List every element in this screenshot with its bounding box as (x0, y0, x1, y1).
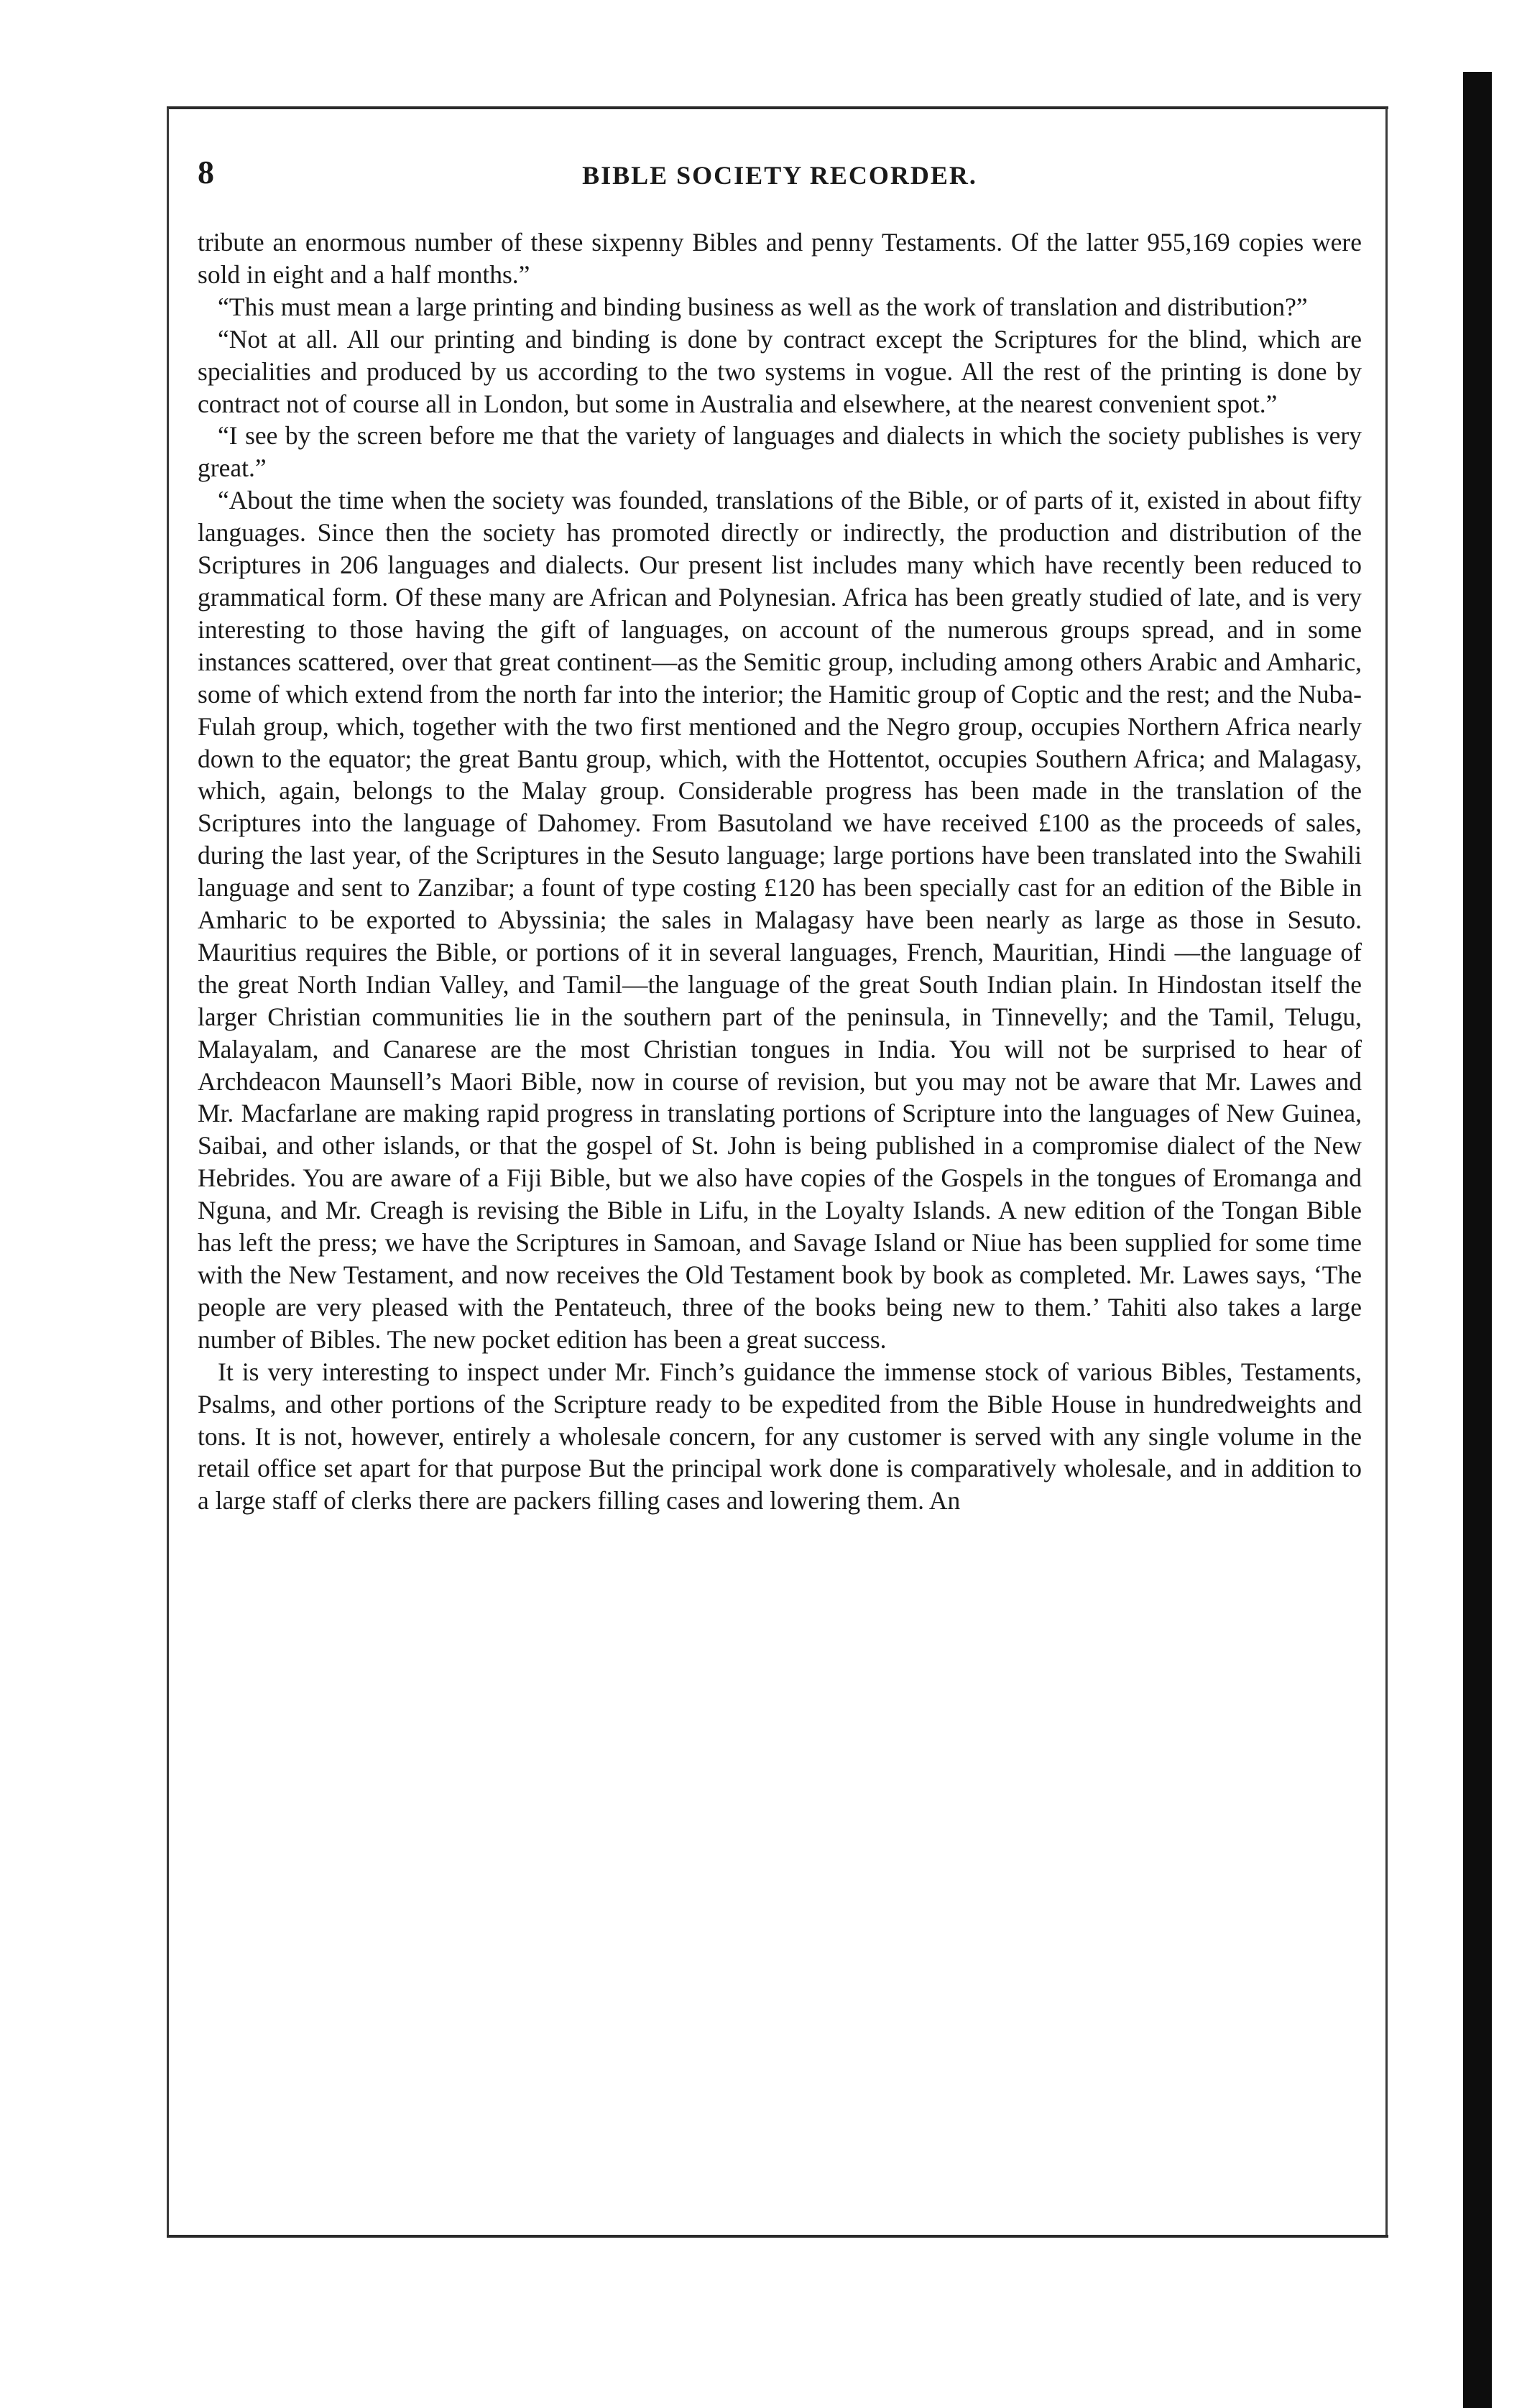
paragraph: tribute an enormous number of these sixpenny Bibles and penny Testaments. Of the latter 955,169 copies were sold in eight and a half months.” (198, 228, 1362, 289)
paragraph: It is very interesting to inspect under Mr. Finch’s guidance the immense stock of various Bibles, Testaments, Psalms, and other portions of the Scripture ready to be expedited from the Bible House in hundredweights and tons. It is not, however, entirely a wholesale concern, for any customer is served with any single volume in the retail office set apart for that purpose But the principal work done is comparatively wholesale, and in addition to a large staff of clerks there are packers filling cases and lowering them. An (198, 1357, 1362, 1516)
bottom-rule (167, 2235, 1388, 2238)
page-edge-shadow (1463, 72, 1492, 2408)
left-border (167, 108, 169, 2236)
paragraph: “I see by the screen before me that the variety of languages and dialects in which the society publishes is very great.” (198, 421, 1362, 483)
right-border (1385, 108, 1388, 2236)
paragraph: “This must mean a large printing and binding business as well as the work of translation and distribution?” (218, 292, 1308, 321)
top-rule (167, 106, 1388, 109)
paragraph: “Not at all. All our printing and binding is done by contract except the Scriptures for the blind, which are specialities and produced by us according to the two systems in vogue. All the rest of the printing is done by contract not of course all in London, but some in Australia and elsewhere, at the nearest convenient spot.” (198, 324, 1362, 418)
running-title: BIBLE SOCIETY RECORDER. (582, 161, 977, 190)
body-text (198, 226, 1362, 1517)
paragraph: “About the time when the society was founded, translations of the Bible, or of parts of it, existed in about fifty languages. Since then the society has promoted directly or indirectly, the production and distribution of the Scriptures in 206 languages and dialects. Our present list includes many which have recently been reduced to grammatical form. Of these many are African and Polynesian. Africa has been greatly studied of late, and is very interesting to those having the gift of languages, on account of the numerous groups spread, and in some instances scattered, over that great continent—as the Semitic group, including among others Arabic and Amharic, some of which extend from the north far into the interior; the Hamitic group of Coptic and the rest; and the Nuba-Fulah group, which, together with the two first mentioned and the Negro group, occupies Northern Africa nearly down to the equator; the great Bantu group, which, with the Hottentot, occupies Southern Africa; and Malagasy, which, again, belongs to the Malay group. Considerable progress has been made in the translation of the Scriptures into the language of Dahomey. From Basutoland we have received £100 as the proceeds of sales, during the last year, of the Scriptures in the Sesuto language; large portions have been translated into the Swahili language and sent to Zanzibar; a fount of type costing £120 has been specially cast for an edition of the Bible in Amharic to be exported to Abyssinia; the sales in Malagasy have been nearly as large as those in Sesuto. Mauritius requires the Bible, or portions of it in several languages, French, Mauritian, Hindi —the language of the great North Indian Valley, and Tamil—the language of the great South Indian plain. In Hindostan itself the larger Christian communities lie in the southern part of the peninsula, in Tinnevelly; and the Tamil, Telugu, Malayalam, and Canarese are the most Christian tongues in India. You will not be surprised to hear of Archdeacon Maunsell’s Maori Bible, now in course of revision, but you may not be aware that Mr. Lawes and Mr. Macfarlane are making rapid progress in translating portions of Scripture into the languages of New Guinea, Saibai, and other islands, or that the gospel of St. John is being published in a compromise dialect of the New Hebrides. You are aware of a Fiji Bible, but we also have copies of the Gospels in the tongues of Eromanga and Nguna, and Mr. Creagh is revising the Bible in Lifu, in the Loyalty Islands. A new edition of the Tongan Bible has left the press; we have the Scriptures in Samoan, and Savage Island or Niue has been supplied for some time with the New Testament, and now receives the Old Testament book by book as completed. Mr. Lawes says, ‘The people are very pleased with the Pentateuch, three of the books being new to them.’ Tahiti also takes a large number of Bibles. The new pocket edition has been a great success. (198, 486, 1362, 1354)
page-number: 8 (198, 154, 214, 190)
page-header (198, 151, 1362, 201)
